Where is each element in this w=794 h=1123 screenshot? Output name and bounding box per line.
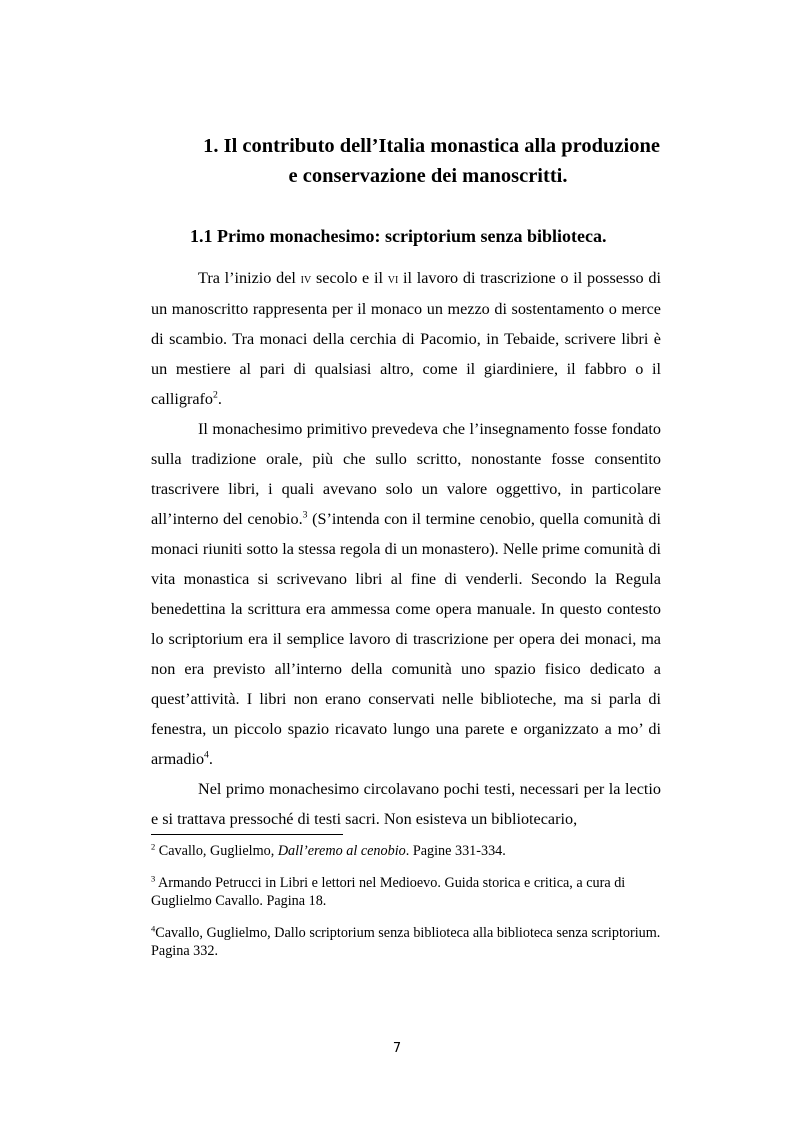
footnote-ref-4[interactable]: 4 [204,749,209,761]
footnote-2-author: Cavallo, Guglielmo, [155,843,278,859]
footnote-2-title: Dall’eremo al cenobio [277,843,406,859]
body-text [151,263,661,834]
paragraph-1-end: . [217,390,222,408]
paragraph-1-text-c: il lavoro di trascrizione o il possesso di un manoscritto rappresenta per il monaco un mezzo di sostentamento o merce di scambio. Tra monaci della cerchia di Pacomio, in Tebaide, scrivere libri è un mestiere al pari di qualsiasi altro, come il giardiniere, il fabbro o il calligrafo [151,269,661,408]
chapter-title-line-2: e conservazione dei manoscritti. [288,165,568,187]
paragraph-1-text-a: Tra l’inizio del [198,269,301,287]
section-heading: 1.1 Primo monachesimo: scriptorium senza biblioteca. [190,226,607,246]
paragraph-3-text: Nel primo monachesimo circolavano pochi testi, necessari per la lectio e si trattava pressoché di testi sacri. Non esisteva un bibliotecario, [151,780,661,828]
footnote-ref-2[interactable]: 2 [213,389,218,401]
paragraph-2-end: . [208,750,213,768]
footnotes [151,842,661,974]
paragraph-1 [151,263,661,414]
paragraph-1-text-b: secolo e il [311,269,388,287]
footnote-number-3: 3 [151,873,156,884]
century-iv: iv [300,271,312,287]
footnote-number-2: 2 [151,841,156,852]
footnote-3 [151,874,661,910]
footnote-3-text: Armando Petrucci in Libri e lettori nel Medioevo. Guida storica e critica, a cura di Guglielmo Cavallo. Pagina 18. [151,875,626,909]
paragraph-3 [151,774,661,834]
footnote-number-4: 4 [151,923,156,934]
footnote-4 [151,924,661,960]
footnote-2-rest: . Pagine 331-334. [405,843,506,859]
footnote-separator [151,834,343,835]
paragraph-2-text-b: (S’intenda con il termine cenobio, quella comunità di monaci riuniti sotto la stessa regola di un monastero). Nelle prime comunità di vita monastica si scrivevano libri al fine di venderli. Secondo la Regula benedettina la scrittura era ammessa come opera manuale. In questo contesto lo scriptorium era il semplice lavoro di trascrizione per opera dei monaci, ma non era previsto all’interno della comunità uno spazio fisico dedicato a quest’attività. I libri non erano conservati nelle biblioteche, ma si parla di fenestra, un piccolo spazio ricavato lungo una parete e organizzato a mo’ di armadio [151,510,661,768]
chapter-title [150,131,660,191]
century-vi: vi [387,271,399,287]
paragraph-2-text-a: Il monachesimo primitivo prevedeva che l’insegnamento fosse fondato sulla tradizione orale, più che sullo scritto, nonostante fosse consentito trascrivere libri, i quali avevano solo un valore oggettivo, in particolare all’interno del cenobio. [151,420,661,528]
footnote-2 [151,842,661,860]
paragraph-2 [151,414,661,774]
chapter-title-line-1: 1. Il contributo dell’Italia monastica alla produzione [203,135,660,157]
footnote-ref-3[interactable]: 3 [302,509,308,521]
footnote-4-text: Cavallo, Guglielmo, Dallo scriptorium senza biblioteca alla biblioteca senza scriptorium. Pagina 332. [151,925,661,959]
page-number: 7 [392,1041,402,1056]
